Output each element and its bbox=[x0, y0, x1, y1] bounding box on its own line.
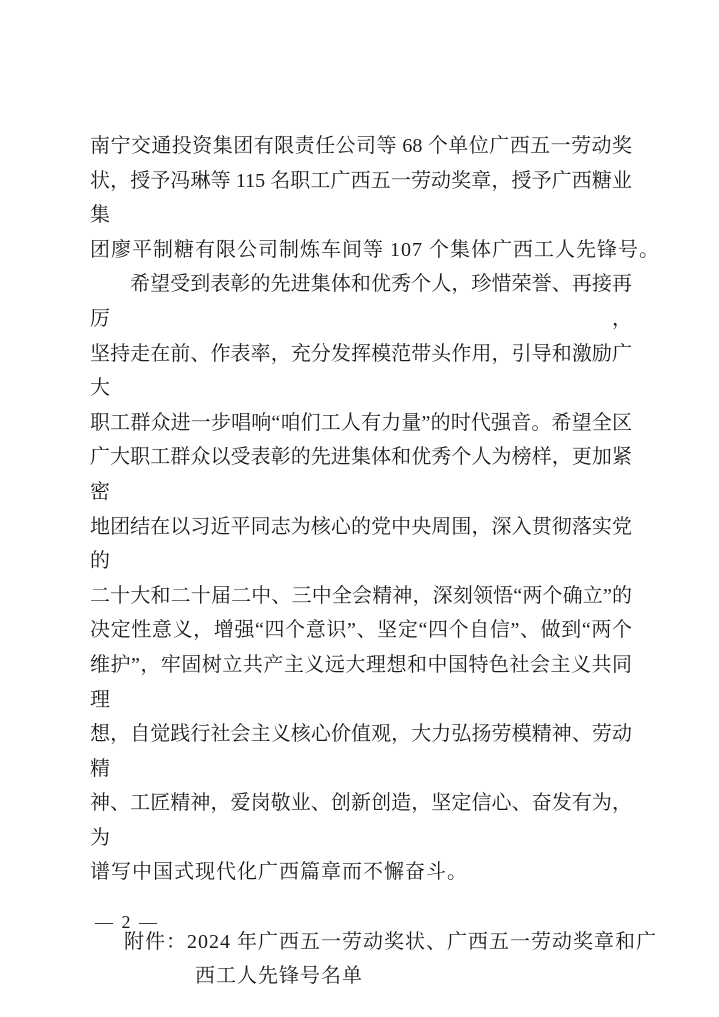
body-line: 决定性意义，增强“四个意识”、坚定“四个自信”、做到“两个 bbox=[90, 619, 632, 642]
body-line: 坚持走在前、作表率，充分发挥模范带头作用，引导和激励广大 bbox=[90, 342, 632, 400]
body-line: 希望受到表彰的先进集体和优秀个人，珍惜荣誉、再接再厉， bbox=[90, 273, 632, 330]
page-number: — 2 — bbox=[95, 912, 159, 932]
attachment-line-2: 西工人先锋号名单 bbox=[195, 965, 363, 988]
body-line: 二十大和二十届二中、三中全会精神，深刻领悟“两个确立”的 bbox=[90, 584, 632, 607]
document-body bbox=[90, 129, 660, 994]
body-line: 状，授予冯琳等 115 名职工广西五一劳动奖章，授予广西糖业集 bbox=[90, 169, 632, 227]
attachment-text: 2024 年广西五一劳动奖状、广西五一劳动奖章和广 bbox=[187, 930, 657, 953]
body-line: 神、工匠精神，爱岗敬业、创新创造，坚定信心、奋发有为，为 bbox=[90, 792, 632, 849]
body-line: 想，自觉践行社会主义核心价值观，大力弘扬劳模精神、劳动精 bbox=[90, 723, 632, 780]
body-line: 团廖平制糖有限公司制炼车间等 107 个集体广西工人先锋号。 bbox=[90, 238, 660, 261]
body-line: 谱写中国式现代化广西篇章而不懈奋斗。 bbox=[90, 861, 468, 884]
blank-line bbox=[90, 890, 632, 925]
body-line: 广大职工群众以受表彰的先进集体和优秀个人为榜样，更加紧密 bbox=[90, 446, 632, 503]
attachment-label: 附件： bbox=[124, 930, 187, 953]
body-line: 地团结在以习近平同志为核心的党中央周围，深入贯彻落实党的 bbox=[90, 515, 632, 573]
body-line: 职工群众进一步唱响“咱们工人有力量”的时代强音。希望全区 bbox=[90, 411, 632, 434]
body-line: 南宁交通投资集团有限责任公司等 68 个单位广西五一劳动奖 bbox=[90, 135, 632, 157]
body-line: 维护”，牢固树立共产主义远大理想和中国特色社会主义共同理 bbox=[90, 653, 632, 711]
attachment-line-1 bbox=[124, 925, 657, 960]
